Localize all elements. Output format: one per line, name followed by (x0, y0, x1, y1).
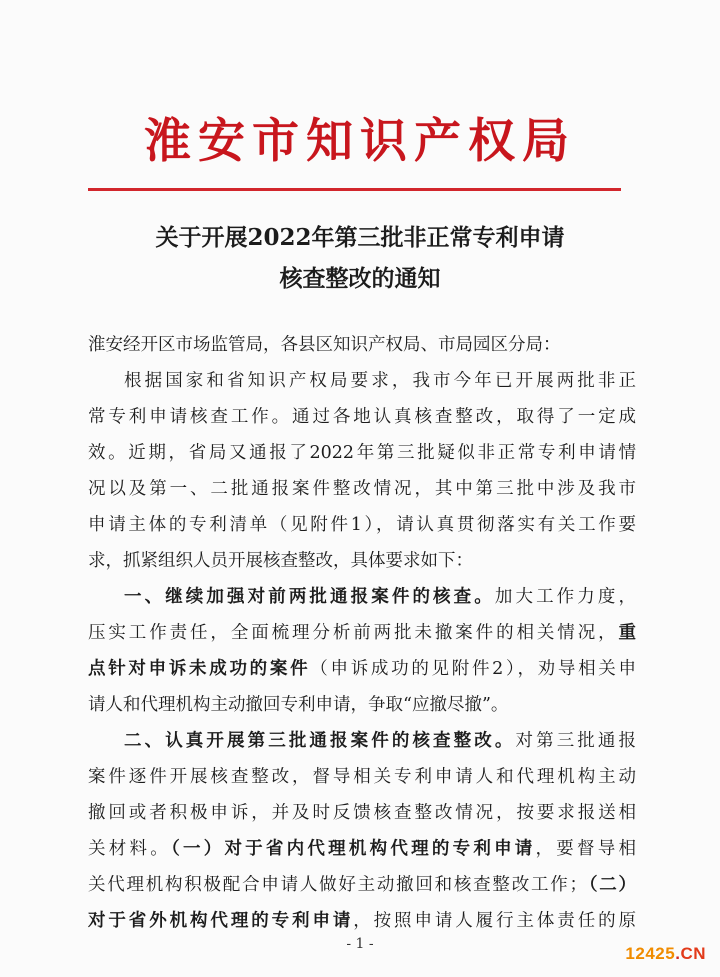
section-2-heading: 二、认真开展第三批通报案件的核查整改。 (124, 731, 516, 751)
section-2-line-1 (88, 727, 636, 755)
red-header-rule (88, 188, 621, 191)
item-1-heading: （一）对于省内代理机构代理的专利申请 (170, 839, 536, 859)
section-1-heading: 一、继续加强对前两批通报案件的核查。 (124, 587, 495, 607)
section-2-line-4 (88, 835, 636, 863)
paragraph-1-line-2: 常专利申请核查工作。通过各地认真核查整改，取得了一定成 (88, 407, 636, 427)
watermark-number: 12425 (625, 944, 676, 963)
section-1-line-3-text: （申诉成功的见附件2），劝导相关申 (310, 659, 637, 679)
section-1-line-1 (88, 583, 636, 611)
watermark-dot: . (675, 944, 681, 963)
section-2-line-6-text: ，按照申请人履行主体责任的原 (353, 911, 636, 931)
section-2-line-4-text: 关材料。 (88, 839, 171, 859)
paragraph-1-line-1: 根据国家和省知识产权局要求，我市今年已开展两批非正 (124, 371, 636, 391)
section-1-line-4: 请人和代理机构主动撤回专利申请，争取“应撤尽撤”。 (88, 695, 509, 715)
section-1-line-1-rest: 加大工作力度， (494, 587, 636, 607)
site-watermark (625, 944, 706, 964)
section-2-line-3: 撤回或者积极申诉，并及时反馈核查整改情况，按要求报送相 (88, 803, 636, 823)
addressee-line: 淮安经开区市场监管局，各县区知识产权局、市局园区分局： (88, 335, 561, 355)
paragraph-1-line-4: 况以及第一、二批通报案件整改情况，其中第三批中涉及我市 (88, 479, 636, 499)
watermark-domain: CN (680, 944, 706, 963)
section-2-line-5 (88, 871, 636, 899)
section-2-line-5-text: 关代理机构积极配合申请人做好主动撤回和核查整改工作； (88, 875, 587, 895)
item-2-heading: 对于省外机构代理的专利申请 (88, 911, 354, 931)
notice-title-line-1: 关于开展2022年第三批非正常专利申请 (155, 224, 565, 251)
page-number: - 1 - (346, 936, 374, 952)
section-1-line-3 (88, 655, 636, 683)
section-1-line-2 (88, 619, 636, 647)
section-1-emphasis-start: 重 (618, 623, 636, 643)
paragraph-1-line-3: 效。近期，省局又通报了2022年第三批疑似非正常专利申请情 (88, 443, 636, 463)
section-2-line-4-tail: ，要督导相 (535, 839, 637, 859)
section-2-line-6 (88, 907, 636, 935)
item-2-marker: （二） (586, 875, 637, 895)
section-1-emphasis-end: 点针对申诉未成功的案件 (88, 659, 311, 679)
paragraph-1-line-6: 求，抓紧组织人员开展核查整改，具体要求如下： (88, 551, 473, 571)
section-2-line-2: 案件逐件开展核查整改，督导相关专利申请人和代理机构主动 (88, 767, 636, 787)
notice-title-line-2: 核查整改的通知 (279, 265, 441, 292)
section-1-line-2-text: 压实工作责任，全面梳理分析前两批未撤案件的相关情况， (88, 623, 619, 643)
section-2-line-1-rest: 对第三批通报 (515, 731, 637, 751)
org-header-title: 淮安市知识产权局 (144, 114, 576, 169)
paragraph-1-line-5: 申请主体的专利清单（见附件1），请认真贯彻落实有关工作要 (88, 515, 636, 535)
